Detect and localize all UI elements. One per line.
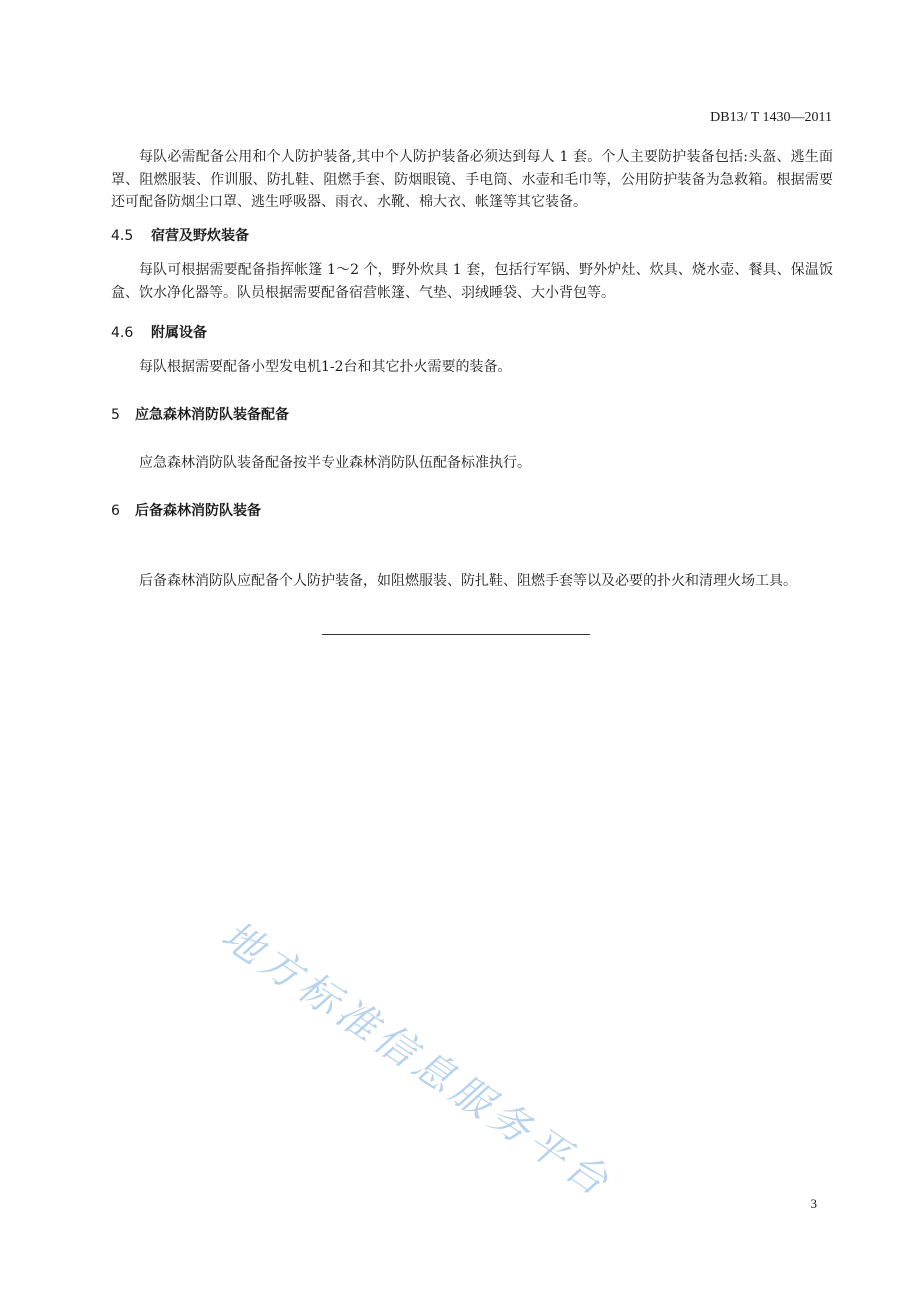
section-number: 6 [111,503,120,519]
page-number: 3 [810,1196,817,1211]
document-code: DB13/ T 1430—2011 [710,110,832,125]
section-title: 附属设备 [151,325,207,341]
paragraph-reserve-team: 后备森林消防队应配备个人防护装备，如阻燃服装、防扎鞋、阻燃手套等以及必要的扑火和清理火场工具。 [139,573,797,589]
paragraph-protective-equipment: 每队必需配备公用和个人防护装备,其中个人防护装备必须达到每人 1 套。个人主要防护装备包括:头盔、逃生面罩、阻燃服装、作训服、防扎鞋、阻燃手套、防烟眼镜、手电筒、水壶和毛巾等，公用防护装备为急救箱。根据需要还可配备防烟尘口罩、逃生呼吸器、雨衣、水靴、棉大衣、帐篷等其它装备。 [111,149,833,210]
paragraph-emergency-team: 应急森林消防队装备配备按半专业森林消防队伍配备标准执行。 [139,455,531,471]
section-number: 4.6 [111,325,134,341]
paragraph-auxiliary-equipment: 每队根据需要配备小型发电机1-2台和其它扑火需要的装备。 [139,359,512,375]
section-title: 后备森林消防队装备 [135,503,261,519]
section-heading-4-5 [111,225,249,245]
section-heading-6 [111,500,261,520]
watermark: 地方标准信息服务平台 [213,912,621,1208]
section-heading-4-6 [111,322,207,342]
section-heading-5 [111,404,289,424]
section-title: 应急森林消防队装备配备 [135,407,289,423]
paragraph-camping-equipment: 每队可根据需要配备指挥帐篷 1～2 个，野外炊具 1 套，包括行军锅、野外炉灶、炊具、烧水壶、餐具、保温饭盒、饮水净化器等。队员根据需要配备宿营帐篷、气垫、羽绒睡袋、大小背包等。 [111,262,833,301]
section-number: 4.5 [111,228,134,244]
section-title: 宿营及野炊装备 [151,228,249,244]
section-number: 5 [111,407,120,423]
end-of-document-rule [322,634,590,635]
